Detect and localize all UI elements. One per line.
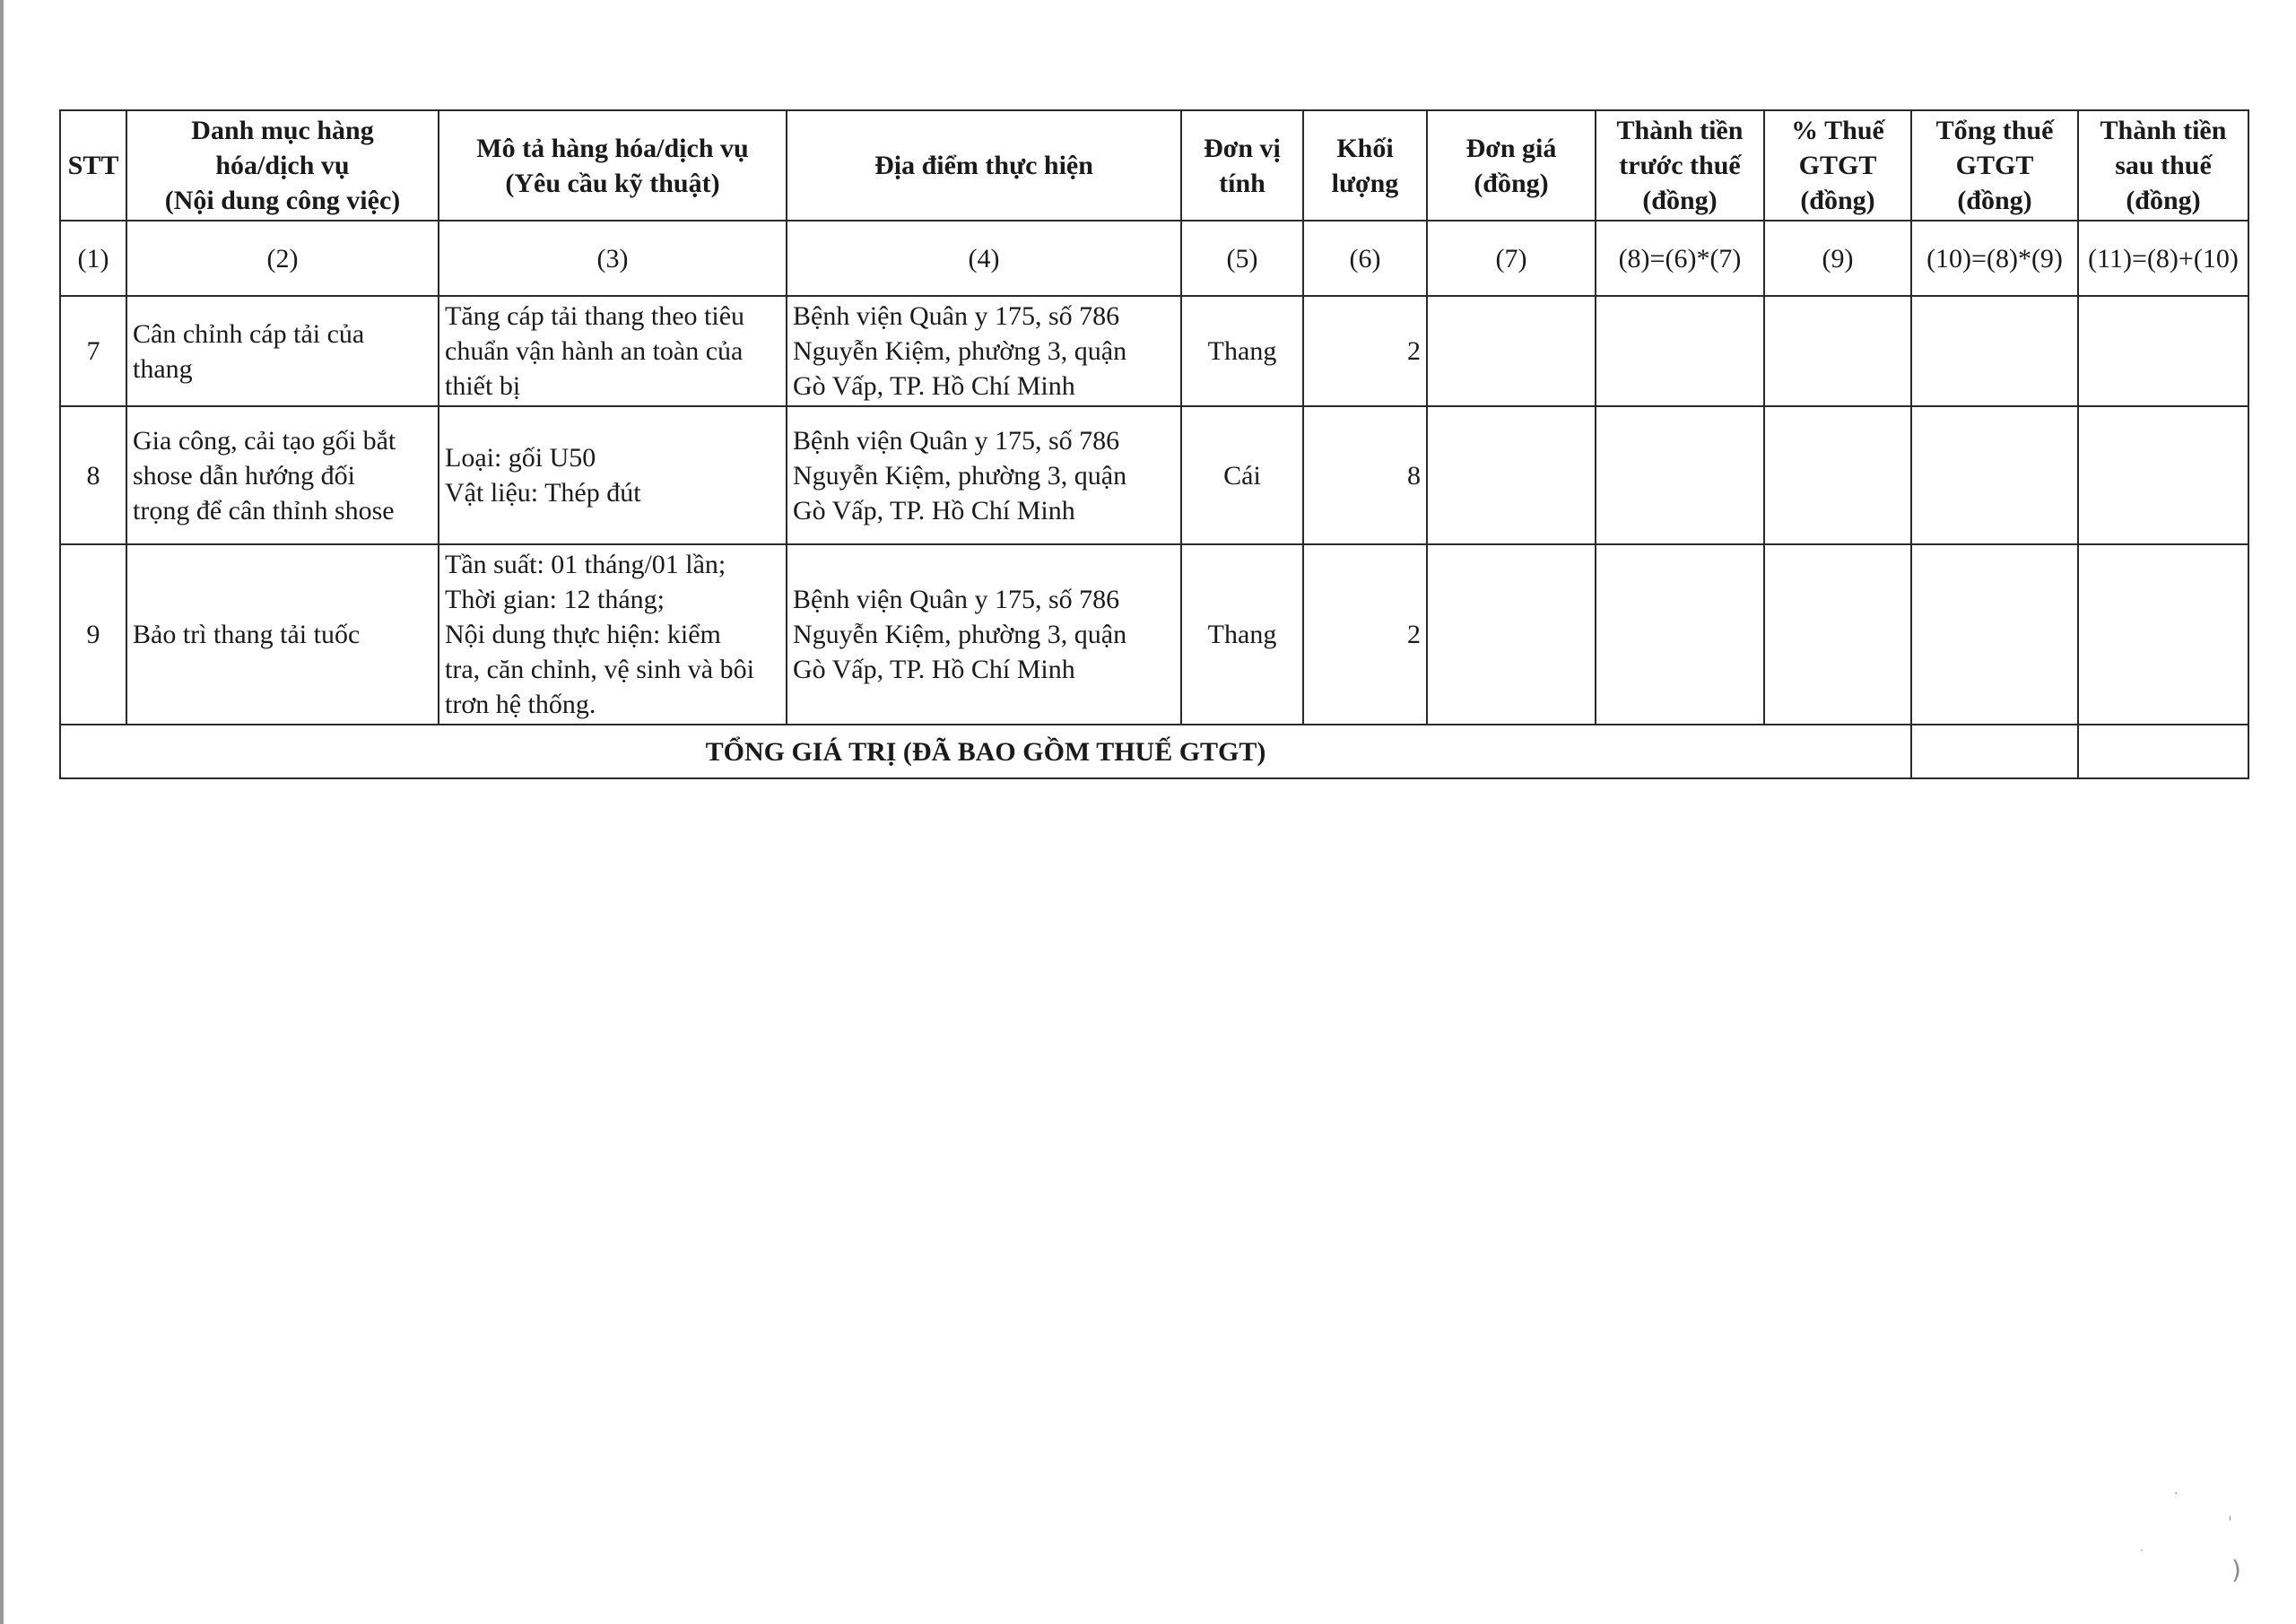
header-description [439,110,787,221]
cell-pre_tax [1596,544,1764,725]
header-unit_price-line: (đồng) [1474,168,1549,198]
cell-category-line: Cân chỉnh cáp tải của [133,318,365,349]
cell-location [787,296,1181,406]
header-vat_pct [1764,110,1911,221]
cell-stt: 7 [60,296,126,406]
header-quantity [1303,110,1427,221]
cell-location-line: Gò Vấp, TP. Hồ Chí Minh [793,371,1075,401]
header-unit-line: tính [1219,168,1265,198]
scan-speck: · [2140,1544,2144,1557]
header-vat_total-line: Tổng thuế [1935,116,2054,145]
cell-category [126,406,439,544]
cell-description-line: Tần suất: 01 tháng/01 lần; [445,550,726,579]
cell-post_tax [2078,544,2248,725]
header-category-line: Danh mục hàng [191,116,374,145]
cell-vat_pct [1764,406,1911,544]
header-quantity-line: lượng [1331,168,1399,198]
table-row [60,406,2248,544]
cell-location-line: Gò Vấp, TP. Hồ Chí Minh [793,495,1075,525]
cell-description [439,296,787,406]
cell-quantity: 2 [1303,296,1427,406]
header-vat_pct-line: (đồng) [1800,186,1875,215]
header-unit_price-line: Đơn giá [1465,133,1557,163]
column-number-cell: (7) [1427,221,1596,296]
cell-description-line: Nội dung thực hiện: kiểm [445,620,721,649]
cell-description-line: Loại: gối U50 [445,443,596,473]
goods-services-table [59,109,2249,779]
cell-description [439,544,787,725]
header-pre_tax [1596,110,1764,221]
column-number-cell: (4) [787,221,1181,296]
cell-location-line: Bệnh viện Quân y 175, số 786 [793,301,1120,331]
table-row [60,296,2248,406]
cell-location [787,406,1181,544]
cell-unit: Thang [1181,296,1303,406]
cell-location-line: Gò Vấp, TP. Hồ Chí Minh [793,655,1075,684]
header-vat_pct-line: GTGT [1798,151,1877,180]
cell-vat_total [1911,296,2078,406]
scan-speck: ˈ [2228,1514,2232,1533]
total-vat-cell [1911,725,2078,778]
cell-unit_price [1427,296,1596,406]
column-number-cell: (11)=(8)+(10) [2078,221,2248,296]
header-post_tax-line: Thành tiền [2100,116,2227,145]
cell-location-line: Nguyễn Kiệm, phường 3, quận [793,620,1127,649]
header-pre_tax-line: trước thuế [1619,151,1741,180]
cell-stt: 9 [60,544,126,725]
cell-description-line: Vật liệu: Thép đút [445,478,641,508]
cell-location-line: Nguyễn Kiệm, phường 3, quận [793,336,1127,366]
cell-description-line: chuẩn vận hành an toàn của [445,336,744,366]
header-location-line: Địa điểm thực hiện [874,151,1093,180]
table-row [60,544,2248,725]
cell-unit: Thang [1181,544,1303,725]
scan-edge-line [0,0,4,1624]
column-number-cell: (10)=(8)*(9) [1911,221,2078,296]
total-post-tax-cell [2078,725,2248,778]
header-post_tax [2078,110,2248,221]
column-number-cell: (3) [439,221,787,296]
cell-category-line: Bảo trì thang tải tuốc [133,620,361,649]
cell-description-line: thiết bị [445,371,521,401]
header-description-line: (Yêu cầu kỹ thuật) [505,168,720,198]
cell-location-line: Bệnh viện Quân y 175, số 786 [793,585,1120,614]
cell-description-line: tra, căn chỉnh, vệ sinh và bôi [445,655,754,684]
header-quantity-line: Khối [1336,133,1394,163]
column-number-cell: (9) [1764,221,1911,296]
header-location [787,110,1181,221]
cell-location-line: Nguyễn Kiệm, phường 3, quận [793,460,1127,491]
column-number-cell: (1) [60,221,126,296]
scan-speck: · [2174,1487,2179,1501]
column-number-row [60,221,2248,296]
header-stt [60,110,126,221]
cell-location [787,544,1181,725]
cell-quantity: 8 [1303,406,1427,544]
cell-category-line: Gia công, cải tạo gối bắt [133,425,396,456]
cell-description [439,406,787,544]
header-unit [1181,110,1303,221]
cell-post_tax [2078,296,2248,406]
column-number-cell: (5) [1181,221,1303,296]
header-stt-line: STT [67,151,119,180]
table-header [60,110,2248,221]
cell-vat_pct [1764,296,1911,406]
header-vat_total [1911,110,2078,221]
cell-category-line: shose dẫn hướng đối [133,460,355,491]
cell-vat_pct [1764,544,1911,725]
header-vat_pct-line: % Thuế [1791,116,1884,145]
header-row [60,110,2248,221]
total-label: TỔNG GIÁ TRỊ (ĐÃ BAO GỒM THUẾ GTGT) [60,725,1911,778]
cell-quantity: 2 [1303,544,1427,725]
header-post_tax-line: sau thuế [2115,151,2212,180]
cell-vat_total [1911,544,2078,725]
document-page [59,109,2248,779]
scan-speck: ) [2231,1555,2241,1585]
header-description-line: Mô tả hàng hóa/dịch vụ [476,133,749,163]
cell-pre_tax [1596,406,1764,544]
header-pre_tax-line: Thành tiền [1616,116,1744,145]
cell-description-line: Tăng cáp tải thang theo tiêu [445,301,745,331]
header-category [126,110,439,221]
header-post_tax-line: (đồng) [2126,186,2201,215]
column-number-cell: (2) [126,221,439,296]
column-number-cell: (8)=(6)*(7) [1596,221,1764,296]
header-unit_price [1427,110,1596,221]
cell-pre_tax [1596,296,1764,406]
total-row [60,725,2248,778]
cell-category-line: thang [133,353,193,384]
cell-unit_price [1427,544,1596,725]
header-pre_tax-line: (đồng) [1642,186,1718,215]
cell-category-line: trọng để cân thỉnh shose [133,495,395,525]
cell-description-line: trơn hệ thống. [445,690,596,719]
header-category-line: hóa/dịch vụ [215,151,350,180]
header-vat_total-line: (đồng) [1957,186,2032,215]
cell-post_tax [2078,406,2248,544]
cell-unit: Cái [1181,406,1303,544]
table-body [60,221,2248,778]
cell-description-line: Thời gian: 12 tháng; [445,585,665,614]
cell-category [126,296,439,406]
cell-location-line: Bệnh viện Quân y 175, số 786 [793,425,1120,456]
cell-stt: 8 [60,406,126,544]
cell-unit_price [1427,406,1596,544]
header-vat_total-line: GTGT [1955,151,2034,180]
header-unit-line: Đơn vị [1204,133,1281,163]
cell-vat_total [1911,406,2078,544]
column-number-cell: (6) [1303,221,1427,296]
cell-category [126,544,439,725]
header-category-line: (Nội dung công việc) [164,186,401,215]
